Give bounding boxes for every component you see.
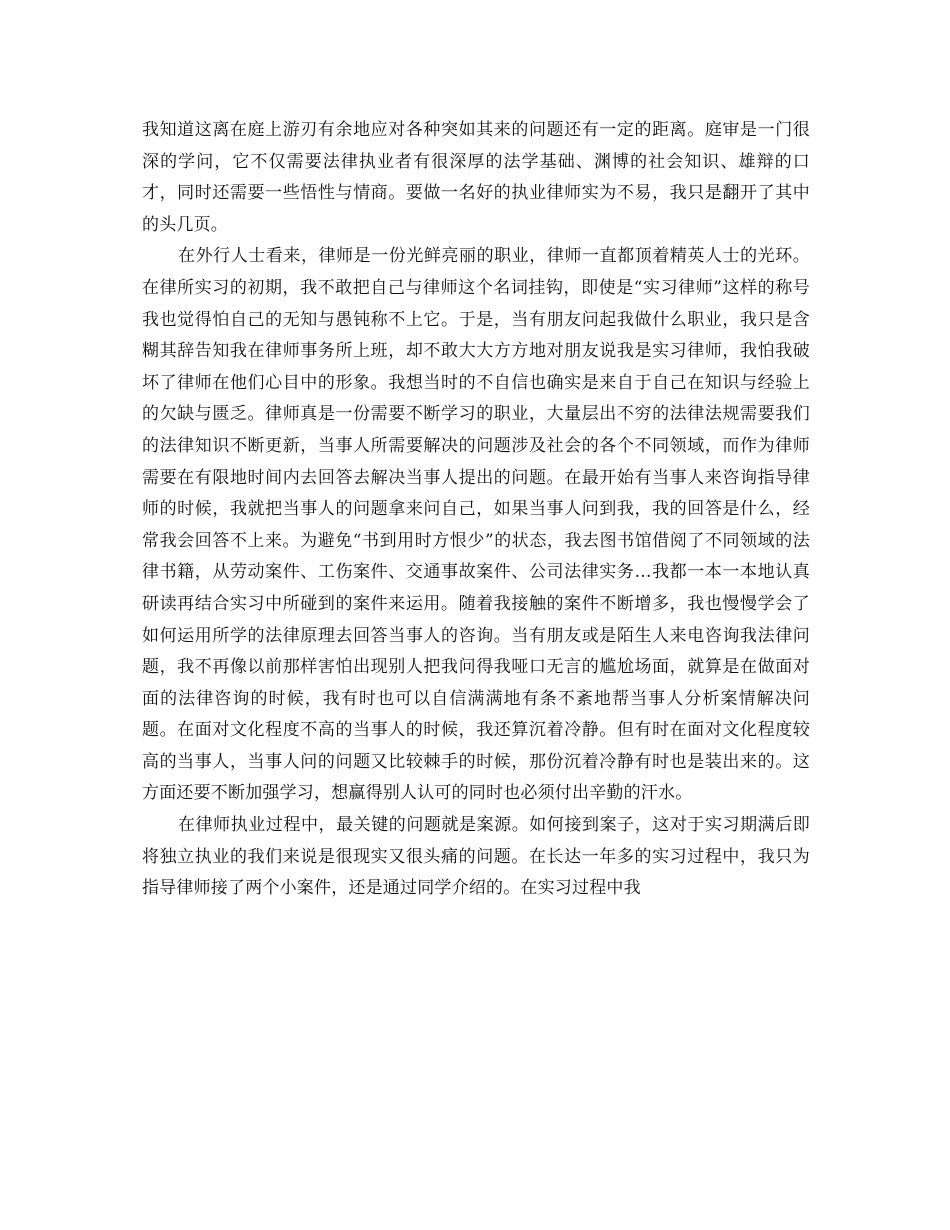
document-body — [142, 115, 810, 905]
paragraph-3: 在律师执业过程中，最关键的问题就是案源。如何接到案子，这对于实习期满后即将独立执业的我们来说是很现实又很头痛的问题。在长达一年多的实习过程中，我只为指导律师接了两个小案件，还是通过同学介绍的。在实习过程中我 — [142, 815, 810, 899]
paragraph-2: 在外行人士看来，律师是一份光鲜亮丽的职业，律师一直都顶着精英人士的光环。在律所实习的初期，我不敢把自己与律师这个名词挂钩，即使是“实习律师”这样的称号我也觉得怕自己的无知与愚钝称不上它。于是，当有朋友问起我做什么职业，我只是含糊其辞告知我在律师事务所上班，却不敢大大方方地对朋友说我是实习律师，我怕我破坏了律师在他们心目中的形象。我想当时的不自信也确实是来自于自己在知识与经验上的欠缺与匮乏。律师真是一份需要不断学习的职业，大量层出不穷的法律法规需要我们的法律知识不断更新，当事人所需要解决的问题涉及社会的各个不同领域，而作为律师需要在有限地时间内去回答去解决当事人提出的问题。在最开始有当事人来咨询指导律师的时候，我就把当事人的问题拿来问自己，如果当事人问到我，我的回答是什么，经常我会回答不上来。为避免“书到用时方恨少”的状态，我去图书馆借阅了不同领域的法律书籍，从劳动案件、工伤案件、交通事故案件、公司法律实务…我都一本一本地认真研读再结合实习中所碰到的案件来运用。随着我接触的案件不断增多，我也慢慢学会了如何运用所学的法律原理去回答当事人的咨询。当有朋友或是陌生人来电咨询我法律问题，我不再像以前那样害怕出现别人把我问得我哑口无言的尴尬场面，就算是在做面对面的法律咨询的时候，我有时也可以自信满满地有条不紊地帮当事人分析案情解决问题。在面对文化程度不高的当事人的时候，我还算沉着冷静。但有时在面对文化程度较高的当事人，当事人问的问题又比较棘手的时候，那份沉着冷静有时也是装出来的。这方面还要不断加强学习，想赢得别人认可的同时也必须付出辛勤的汗水。 — [142, 246, 810, 804]
paragraph-1: 我知道这离在庭上游刃有余地应对各种突如其来的问题还有一定的距离。庭审是一门很深的学问，它不仅需要法律执业者有很深厚的法学基础、渊博的社会知识、雄辩的口才，同时还需要一些悟性与情商。要做一名好的执业律师实为不易，我只是翻开了其中的头几页。 — [142, 120, 810, 235]
